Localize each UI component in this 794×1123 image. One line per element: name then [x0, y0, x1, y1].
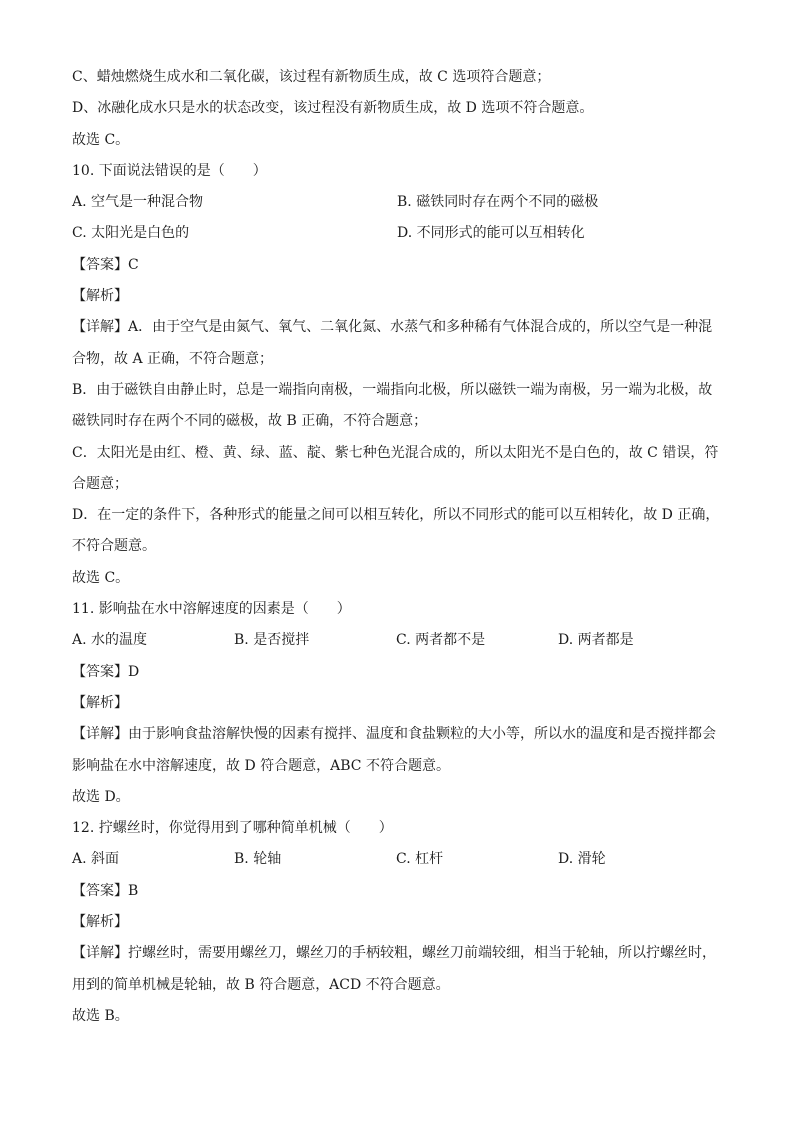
q11-choice: 故选 D。: [72, 788, 130, 805]
q10-detail-line: 不符合题意。: [72, 538, 156, 555]
answer-tag: 【答案】: [72, 882, 128, 899]
q12-detail-line: 用到的简单机械是轮轴，故 B 符合题意，ACD 不符合题意。: [72, 976, 450, 993]
answer-value: C: [128, 256, 139, 273]
q10-option-d: D. 不同形式的能可以互相转化: [397, 225, 585, 242]
q10-analysis-tag: 【解析】: [72, 288, 128, 305]
q11-option-a: A. 水的温度: [72, 632, 148, 649]
q10-options-row-2: [72, 218, 722, 249]
q11-options-row: [72, 625, 722, 656]
q10-choice: 故选 C。: [72, 569, 130, 586]
document-page: [72, 62, 722, 1032]
answer-tag: 【答案】: [72, 663, 128, 680]
q11-analysis-tag: 【解析】: [72, 694, 128, 711]
q12-option-d: D. 滑轮: [558, 851, 606, 868]
q10-detail-line: 合题意；: [72, 475, 128, 492]
q11-option-b: B. 是否搅拌: [234, 632, 310, 649]
q11-option-d: D. 两者都是: [558, 632, 634, 649]
q11-detail-line: 【详解】由于影响食盐溶解快慢的因素有搅拌、温度和食盐颗粒的大小等，所以水的温度和是否搅拌都会: [72, 726, 716, 743]
q12-options-row: [72, 844, 722, 875]
q10-detail-line: C．太阳光是由红、橙、黄、绿、蓝、靛、紫七种色光混合成的，所以太阳光不是白色的，故 C 错误，符: [72, 444, 719, 461]
q10-option-a: A. 空气是一种混合物: [72, 194, 204, 211]
q12-stem: 12. 拧螺丝时，你觉得用到了哪种简单机械（ ）: [72, 820, 393, 837]
q10-detail-line: 磁铁同时存在两个不同的磁极，故 B 正确，不符合题意；: [72, 413, 428, 430]
q12-choice: 故选 B。: [72, 1007, 129, 1024]
answer-tag: 【答案】: [72, 256, 128, 273]
q11-answer: [72, 657, 722, 688]
q10-stem: 10. 下面说法错误的是（ ）: [72, 162, 267, 179]
prev-option-c-explanation: C、蜡烛燃烧生成水和二氧化碳，该过程有新物质生成，故 C 选项符合题意；: [72, 69, 551, 85]
q10-options-row-1: [72, 187, 722, 218]
q12-detail-line: 【详解】拧螺丝时，需要用螺丝刀，螺丝刀的手柄较粗，螺丝刀前端较细，相当于轮轴，所以拧螺丝时，: [72, 945, 716, 962]
q10-detail-line: 【详解】A．由于空气是由氮气、氧气、二氧化氮、水蒸气和多种稀有气体混合成的，所以空气是一种混: [72, 319, 713, 336]
q12-option-b: B. 轮轴: [234, 851, 282, 868]
q10-detail-line: B．由于磁铁自由静止时，总是一端指向南极，一端指向北极，所以磁铁一端为南极，另一端为北极，故: [72, 381, 713, 398]
q10-detail-line: 合物，故 A 正确，不符合题意；: [72, 350, 274, 367]
q12-option-a: A. 斜面: [72, 851, 120, 868]
q10-detail-line: D．在一定的条件下，各种形式的能量之间可以相互转化，所以不同形式的能可以互相转化，故 D 正确，: [72, 507, 720, 524]
q12-option-c: C. 杠杆: [396, 851, 444, 868]
q11-detail-line: 影响盐在水中溶解速度，故 D 符合题意，ABC 不符合题意。: [72, 757, 450, 774]
q10-option-c: C. 太阳光是白色的: [72, 225, 190, 242]
prev-option-d-explanation: D、冰融化成水只是水的状态改变，该过程没有新物质生成，故 D 选项不符合题意。: [72, 100, 594, 117]
answer-value: D: [128, 663, 140, 680]
q12-answer: [72, 876, 722, 907]
q12-analysis-tag: 【解析】: [72, 914, 128, 931]
q10-option-b: B. 磁铁同时存在两个不同的磁极: [397, 194, 599, 211]
q11-stem: 11. 影响盐在水中溶解速度的因素是（ ）: [72, 601, 351, 618]
q10-answer: [72, 250, 722, 281]
answer-value: B: [128, 882, 139, 899]
q11-option-c: C. 两者都不是: [396, 632, 486, 649]
prev-choice: 故选 C。: [72, 131, 130, 148]
